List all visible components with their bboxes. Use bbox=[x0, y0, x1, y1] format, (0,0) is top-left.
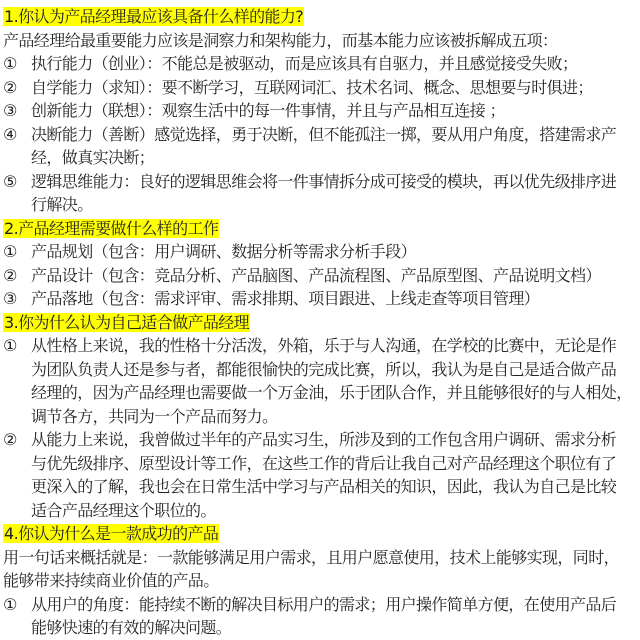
list-item bbox=[3, 240, 640, 264]
section-heading: 2.产品经理需要做什么样的工作 bbox=[4, 218, 219, 238]
list-item-line: 调节各方，共同为一个产品而努力。 bbox=[31, 406, 278, 426]
list-item-line: 执行能力（创业）：不能总是被驱动，而是应该具有自驱力，并且感觉接受失败； bbox=[31, 54, 578, 73]
list-item-line: 行解决。 bbox=[31, 195, 93, 214]
list-marker: ① bbox=[3, 242, 17, 261]
section bbox=[3, 5, 640, 217]
list-item bbox=[3, 52, 640, 76]
list-item-line: 更深入的了解，我也会在日常生活中学习与产品相关的知识，因此，我认为自己是比较 bbox=[31, 477, 617, 496]
list-item bbox=[3, 123, 640, 170]
list-item-body bbox=[31, 52, 640, 76]
list-item bbox=[3, 287, 640, 311]
paragraph-line: 能够带来持续商业价值的产品。 bbox=[3, 571, 219, 590]
list-item-body bbox=[31, 287, 640, 311]
list-item-line: 与优先级排序、原型设计等工作，在这些工作的背后让我自己对产品经理这个职位有了 bbox=[31, 453, 617, 473]
list-item-line: 从能力上来说，我曾做过半年的产品实习生，所涉及到的工作包含用户调研、需求分析 bbox=[31, 430, 617, 449]
section-heading: 3.你为什么认为自己适合做产品经理 bbox=[4, 312, 250, 332]
section-heading: 1.你认为产品经理最应该具备什么样的能力? bbox=[4, 7, 304, 26]
list-item bbox=[3, 334, 640, 428]
list-item-line: 经，做真实决断； bbox=[31, 148, 155, 167]
section bbox=[3, 522, 640, 640]
section-heading-line bbox=[3, 522, 640, 546]
section-heading: 4.你认为什么是一款成功的产品 bbox=[4, 524, 219, 543]
list-item-line: 产品设计（包含：竞品分析、产品脑图、产品流程图、产品原型图、产品说明文档） bbox=[31, 265, 601, 285]
list-item bbox=[3, 264, 640, 288]
paragraph bbox=[3, 29, 640, 53]
paragraph-line: 产品经理给最重要能力应该是洞察力和架构能力，而基本能力应该被拆解成五项： bbox=[3, 30, 558, 50]
list-marker: ① bbox=[3, 594, 17, 614]
list-item-line: 能够快速的有效的解决问题。 bbox=[31, 618, 232, 637]
list-marker: ③ bbox=[3, 101, 17, 120]
section bbox=[3, 217, 640, 311]
list-marker: ③ bbox=[3, 289, 17, 308]
list-item bbox=[3, 99, 640, 123]
list-item-line: 产品落地（包含：需求评审、需求排期、项目跟进、上线走查等项目管理） bbox=[31, 289, 540, 308]
list-marker: ② bbox=[3, 77, 17, 97]
list-item-line: 适合产品经理这个职位的。 bbox=[31, 500, 216, 520]
list-item-line: 创新能力（联想）：观察生活中的每一件事情，并且与产品相互连接 ； bbox=[31, 101, 505, 120]
list-item-body bbox=[31, 170, 640, 217]
list-item-line: 产品规划（包含：用户调研、数据分析等需求分析手段） bbox=[31, 242, 417, 261]
list-item-body bbox=[31, 76, 640, 100]
list-item-line: 决断能力（善断）感觉选择，勇于决断，但不能孤注一掷，要从用户角度，搭建需求产 bbox=[31, 124, 617, 144]
list-marker: ② bbox=[3, 430, 17, 449]
list-marker: ① bbox=[3, 336, 17, 355]
list-item-body bbox=[31, 123, 640, 170]
list-item-body bbox=[31, 593, 640, 640]
paragraph bbox=[3, 546, 640, 593]
list-marker: ⑤ bbox=[3, 171, 17, 191]
list-marker: ① bbox=[3, 54, 17, 73]
list-item bbox=[3, 428, 640, 522]
list-item-line: 逻辑思维能力：良好的逻辑思维会将一件事情拆分成可接受的模块，再以优先级排序进 bbox=[31, 171, 617, 191]
section bbox=[3, 311, 640, 523]
list-item-line: 自学能力（求知）：要不断学习，互联网词汇、技术名词、概念、思想要与时俱进； bbox=[31, 77, 593, 97]
list-marker: ② bbox=[3, 265, 17, 285]
list-item-line: 为团队负责人还是参与者，都能很愉快的完成比赛，所以，我认为是自己是适合做产品 bbox=[31, 359, 617, 379]
section-heading-line bbox=[3, 217, 640, 241]
list-item-body bbox=[31, 334, 640, 428]
list-item bbox=[3, 76, 640, 100]
list-item-line: 经理的，因为产品经理也需要做一个万金油，乐于团队合作，并且能够很好的与人相处， bbox=[31, 383, 632, 402]
list-item-body bbox=[31, 264, 640, 288]
list-item bbox=[3, 170, 640, 217]
list-item-body bbox=[31, 99, 640, 123]
list-item-body bbox=[31, 428, 640, 522]
section-heading-line bbox=[3, 311, 640, 335]
paragraph-line: 用一句话来概括就是：一款能够满足用户需求，且用户愿意使用，技术上能够实现，同时， bbox=[3, 547, 620, 567]
list-item-line: 从用户的角度：能持续不断的解决目标用户的需求；用户操作简单方便，在使用产品后 bbox=[31, 594, 617, 614]
section-heading-line bbox=[3, 5, 640, 29]
list-marker: ④ bbox=[3, 124, 17, 144]
list-item bbox=[3, 593, 640, 640]
list-item-body bbox=[31, 240, 640, 264]
list-item-line: 从性格上来说，我的性格十分活泼，外箱，乐于与人沟通，在学校的比赛中，无论是作 bbox=[31, 336, 617, 355]
